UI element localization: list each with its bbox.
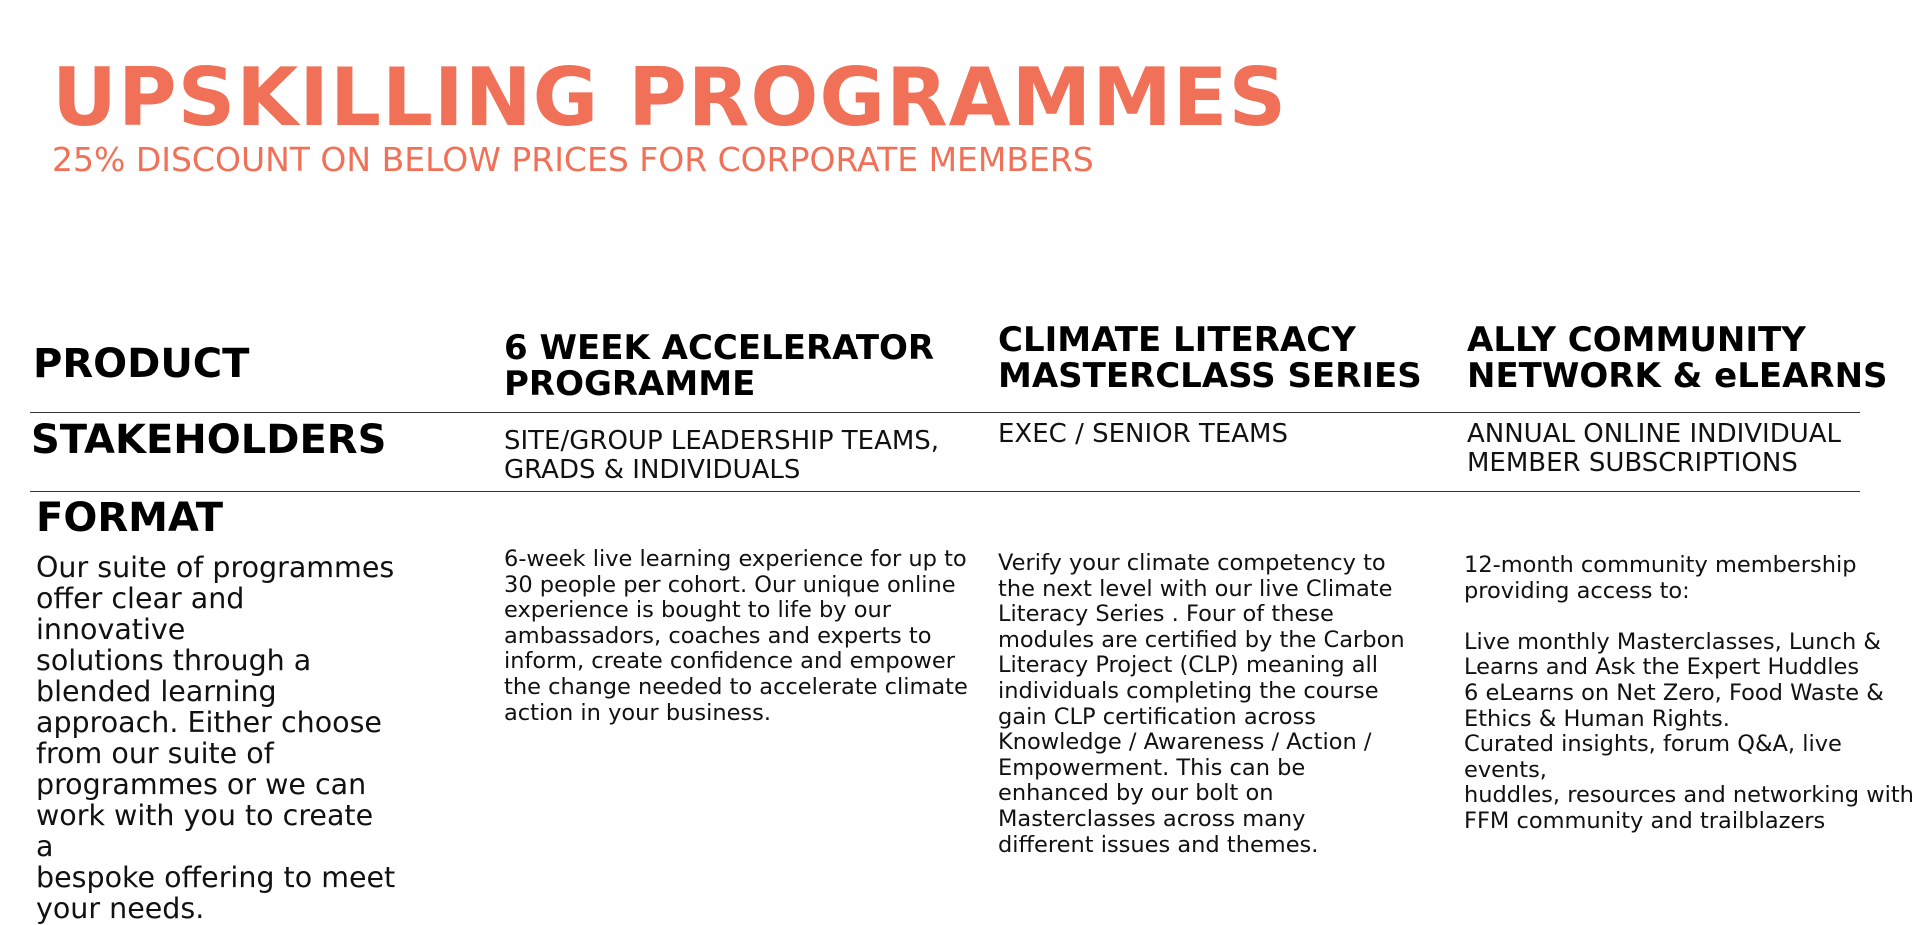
product-name-ally-community: ALLY COMMUNITY NETWORK & eLEARNS <box>1467 320 1888 396</box>
divider-product-stakeholders <box>30 412 1860 413</box>
divider-stakeholders-format <box>30 491 1860 492</box>
page-subtitle: 25% DISCOUNT ON BELOW PRICES FOR CORPORATE MEMBERS <box>52 140 1094 179</box>
row-label-product: PRODUCT <box>33 341 250 387</box>
product-name-accelerator: 6 WEEK ACCELERATOR PROGRAMME <box>504 328 935 404</box>
format-climate-literacy: Verify your climate competency to the next level with our live Climate Literacy Series . Four of these modules are certified by the Carbon Literacy Project (CLP) meaning all individuals completing the course gain CLP certification across Knowledge / Awareness / Action / Empowerment. This can be enhanced by our bolt on Masterclasses across many different issues and themes. <box>998 550 1405 858</box>
row-label-stakeholders: STAKEHOLDERS <box>31 417 387 463</box>
format-accelerator: 6-week live learning experience for up to 30 people per cohort. Our unique online experience is bought to life by our ambassadors, coaches and experts to inform, create confidence and empower the change needed to accelerate climate action in your business. <box>504 546 968 726</box>
stakeholders-accelerator: SITE/GROUP LEADERSHIP TEAMS, GRADS & INDIVIDUALS <box>504 426 940 485</box>
stakeholders-climate-literacy: EXEC / SENIOR TEAMS <box>998 419 1288 449</box>
format-intro-text: Our suite of programmes offer clear and innovative solutions through a blended learning approach. Either choose from our suite of programmes or we can work with you to create a bespoke offering to meet your needs. <box>36 551 396 925</box>
product-name-climate-literacy: CLIMATE LITERACY MASTERCLASS SERIES <box>998 320 1422 396</box>
row-label-format: FORMAT <box>36 495 224 541</box>
page-title: UPSKILLING PROGRAMMES <box>52 51 1288 144</box>
format-ally-community: 12-month community membership providing access to: Live monthly Masterclasses, Lunch & Learns and Ask the Expert Huddles 6 eLearns on Net Zero, Food Waste & Ethics & Human Rights. Curated insights, forum Q&A, live events, huddles, resources and networking with FFM community and trailblazers <box>1464 552 1914 834</box>
stakeholders-ally-community: ANNUAL ONLINE INDIVIDUAL MEMBER SUBSCRIPTIONS <box>1467 419 1842 478</box>
